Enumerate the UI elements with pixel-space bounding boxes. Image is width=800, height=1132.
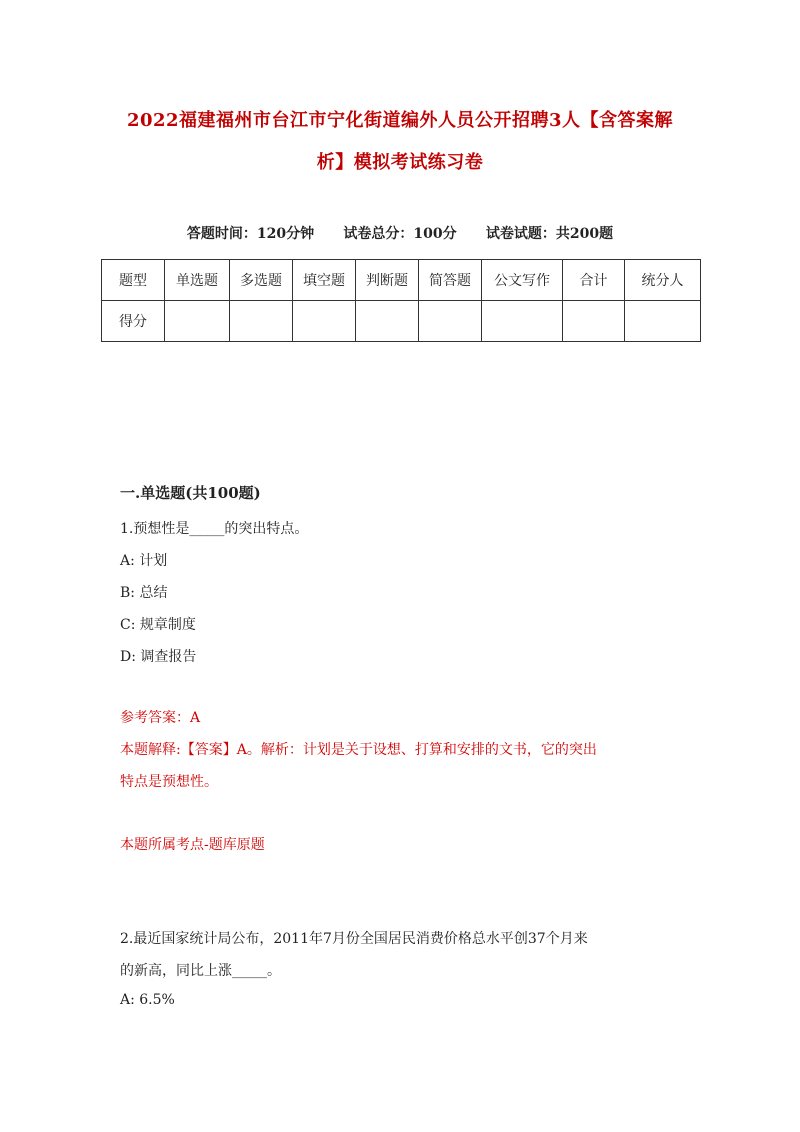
- question-1-option-d: D: 调查报告: [120, 649, 197, 665]
- question-2-stem-line-2: 的新高，同比上涨_____。: [120, 963, 281, 979]
- question-1-explanation-line-2: 特点是预想性。: [120, 774, 218, 790]
- header-cell-multiple-choice: 多选题: [230, 260, 293, 301]
- score-cell: [482, 301, 563, 342]
- score-table-score-row: [102, 301, 701, 342]
- question-1-explanation-line-1: 本题解释:【答案】A。解析：计划是关于设想、打算和安排的文书，它的突出: [120, 742, 597, 758]
- question-2-option-a: A: 6.5%: [120, 992, 175, 1008]
- score-cell: [356, 301, 419, 342]
- document-title-line-2: 析】模拟考试练习卷: [316, 152, 484, 173]
- header-cell-fill-blank: 填空题: [293, 260, 356, 301]
- question-1-option-c: C: 规章制度: [120, 617, 196, 633]
- score-cell: [293, 301, 356, 342]
- score-table-header-row: [102, 260, 701, 301]
- score-cell: [165, 301, 230, 342]
- question-2-stem-line-1: 2.最近国家统计局公布，2011年7月份全国居民消费价格总水平创37个月来: [120, 931, 588, 947]
- question-1-stem: 1.预想性是_____的突出特点。: [120, 521, 309, 537]
- document-title-line-1: 2022福建福州市台江市宁化街道编外人员公开招聘3人【含答案解: [126, 110, 674, 131]
- header-cell-type: 题型: [102, 260, 165, 301]
- score-cell: [419, 301, 482, 342]
- section-heading: 一.单选题(共100题): [120, 484, 261, 502]
- header-cell-true-false: 判断题: [356, 260, 419, 301]
- score-cell: [625, 301, 701, 342]
- question-1-option-b: B: 总结: [120, 585, 168, 601]
- row-label-score: 得分: [102, 301, 165, 342]
- header-cell-scorer: 统分人: [625, 260, 701, 301]
- question-1-source: 本题所属考点-题库原题: [120, 837, 265, 853]
- score-table: [101, 259, 701, 342]
- header-cell-short-answer: 简答题: [419, 260, 482, 301]
- header-cell-document-writing: 公文写作: [482, 260, 563, 301]
- score-cell: [230, 301, 293, 342]
- exam-info: 答题时间：120分钟 试卷总分：100分 试卷试题：共200题: [186, 226, 614, 242]
- header-cell-single-choice: 单选题: [165, 260, 230, 301]
- question-1-answer: 参考答案：A: [120, 710, 201, 726]
- score-cell: [563, 301, 625, 342]
- header-cell-total: 合计: [563, 260, 625, 301]
- question-1-option-a: A: 计划: [120, 553, 168, 569]
